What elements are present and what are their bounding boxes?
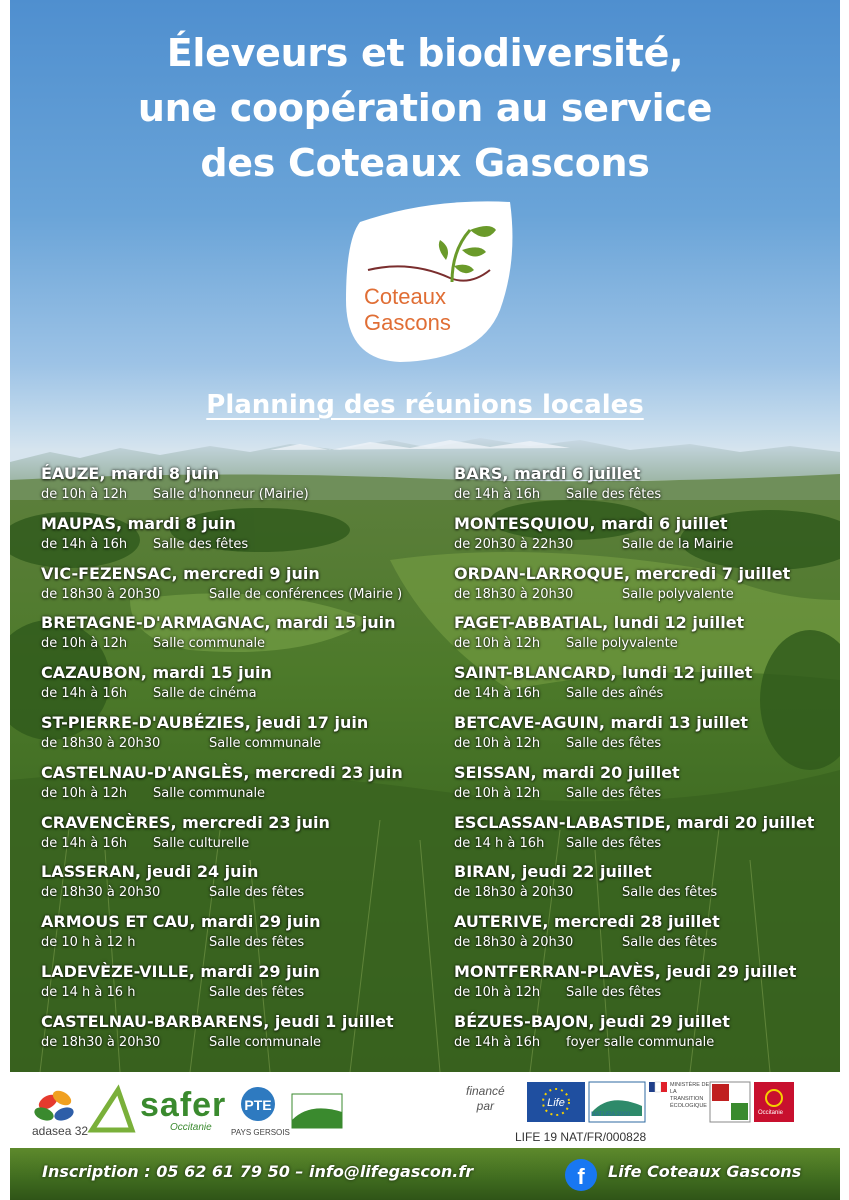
contact-bar: [10, 1148, 840, 1200]
planning-subtitle: Planning des réunions locales: [206, 390, 644, 420]
event-time: de 14h à 16h: [41, 835, 128, 851]
event-time: de 20h30 à 22h30: [454, 536, 574, 552]
event-place-date: FAGET-ABBATIAL, lundi 12 juillet: [454, 613, 745, 633]
ministere-logo: [649, 1082, 667, 1092]
event-details: [454, 1034, 840, 1054]
event-details: [454, 934, 840, 954]
event-time: de 18h30 à 20h30: [454, 586, 574, 602]
event-item: [41, 562, 441, 612]
event-venue: Salle des fêtes: [153, 536, 249, 552]
event-item: [454, 512, 840, 562]
event-details: [454, 586, 840, 606]
event-item: [41, 512, 441, 562]
event-place-date: CRAVENCÈRES, mercredi 23 juin: [41, 812, 330, 832]
event-time: de 18h30 à 20h30: [41, 885, 161, 901]
event-time: de 10h à 12h: [454, 984, 541, 1000]
coteaux-gascons-logo: [340, 200, 518, 365]
pays-gersois-logo: [241, 1087, 275, 1121]
safer-label: safer: [140, 1086, 227, 1124]
svg-text:PTE: PTE: [244, 1097, 272, 1113]
event-time: de 10 h à 12 h: [41, 935, 136, 951]
event-place-date: ARMOUS ET CAU, mardi 29 juin: [41, 912, 321, 932]
event-item: [41, 811, 441, 861]
event-place-date: BARS, mardi 6 juillet: [454, 464, 641, 483]
facebook-icon[interactable]: f: [565, 1159, 597, 1191]
event-venue: Salle des fêtes: [622, 935, 718, 951]
event-place-date: BRETAGNE-D'ARMAGNAC, mardi 15 juin: [41, 613, 396, 633]
event-place-date: CAZAUBON, mardi 15 juin: [41, 663, 272, 683]
event-details: [41, 586, 441, 606]
event-venue: foyer salle communale: [566, 1034, 715, 1050]
event-details: [454, 785, 840, 805]
events-left-column: [41, 462, 441, 1060]
svg-text:Life: Life: [547, 1097, 565, 1109]
event-place-date: VIC-FEZENSAC, mercredi 9 juin: [41, 563, 320, 583]
event-venue: Salle de cinéma: [153, 686, 257, 702]
event-item: [41, 860, 441, 910]
finance-line-1: financé: [466, 1084, 505, 1098]
event-place-date: ORDAN-LARROQUE, mercredi 7 juillet: [454, 563, 791, 583]
event-venue: Salle de la Mairie: [622, 536, 734, 552]
event-details: [41, 934, 441, 954]
event-venue: Salle des fêtes: [566, 984, 662, 1000]
event-venue: Salle polyvalente: [566, 636, 678, 652]
eu-life-logo: [527, 1082, 585, 1122]
event-item: [41, 910, 441, 960]
event-item: [41, 761, 441, 811]
event-item: [41, 960, 441, 1010]
event-details: [41, 984, 441, 1004]
finance-line-2: par: [476, 1099, 495, 1113]
events-right-column: [454, 462, 840, 1060]
event-item: [454, 1010, 840, 1060]
event-item: [454, 910, 840, 960]
event-place-date: CASTELNAU-BARBARENS, jeudi 1 juillet: [41, 1011, 394, 1031]
event-time: de 14h à 16h: [454, 1034, 541, 1050]
event-venue: Salle des fêtes: [566, 785, 662, 801]
event-item: [41, 462, 441, 512]
event-item: [454, 860, 840, 910]
event-item: [454, 611, 840, 661]
event-details: [41, 735, 441, 755]
event-place-date: BETCAVE-AGUIN, mardi 13 juillet: [454, 712, 749, 732]
life-project-code: LIFE 19 NAT/FR/000828: [515, 1130, 647, 1144]
event-time: de 14 h à 16 h: [41, 984, 136, 1000]
event-item: [454, 562, 840, 612]
pays-gersois-label: PAYS GERSOIS: [231, 1128, 290, 1137]
safer-region-label: Occitanie: [170, 1122, 212, 1133]
logo-text: [364, 284, 451, 336]
event-venue: Salle communale: [153, 785, 266, 801]
event-item: [41, 661, 441, 711]
event-details: [454, 835, 840, 855]
event-time: de 18h30 à 20h30: [41, 1034, 161, 1050]
poster-title: [10, 26, 840, 191]
event-details: [41, 486, 441, 506]
event-details: [454, 536, 840, 556]
event-details: [454, 884, 840, 904]
event-venue: Salle d'honneur (Mairie): [153, 487, 309, 502]
partners-strip: [0, 1072, 849, 1147]
event-details: [454, 735, 840, 755]
event-time: de 10h à 12h: [41, 487, 128, 502]
logo-leaf-shape: [340, 200, 518, 365]
poster-background: [10, 0, 840, 1072]
adasea-logo: [33, 1088, 76, 1123]
gers-logo: [710, 1082, 750, 1122]
natura-label: NATURA 2000: [591, 1112, 630, 1118]
facebook-page-link[interactable]: Life Coteaux Gascons: [608, 1162, 802, 1181]
event-time: de 10h à 12h: [454, 636, 541, 652]
event-item: [41, 711, 441, 761]
event-details: [41, 785, 441, 805]
event-place-date: CASTELNAU-D'ANGLÈS, mercredi 23 juin: [41, 762, 403, 782]
event-place-date: ESCLASSAN-LABASTIDE, mardi 20 juillet: [454, 812, 815, 832]
finance-label: [466, 1084, 505, 1114]
event-place-date: MONTESQUIOU, mardi 6 juillet: [454, 513, 728, 533]
event-venue: Salle communale: [209, 735, 322, 751]
event-time: de 10h à 12h: [41, 785, 128, 801]
occitanie-logo: [754, 1082, 794, 1122]
event-details: [454, 685, 840, 705]
event-time: de 10h à 12h: [454, 735, 541, 751]
event-place-date: BIRAN, jeudi 22 juillet: [454, 862, 652, 882]
event-place-date: MAUPAS, mardi 8 juin: [41, 513, 236, 533]
event-item: [454, 960, 840, 1010]
ministere-label: MINISTÈRE DE LA TRANSITION ÉCOLOGIQUE: [670, 1082, 710, 1109]
event-venue: Salle des fêtes: [566, 735, 662, 751]
title-line-2: une coopération au service: [137, 86, 713, 130]
event-item: [41, 1010, 441, 1060]
event-place-date: LASSERAN, jeudi 24 juin: [41, 862, 259, 882]
event-venue: Salle des fêtes: [566, 835, 662, 851]
event-place-date: ÉAUZE, mardi 8 juin: [41, 464, 220, 483]
title-line-3: des Coteaux Gascons: [200, 141, 650, 185]
event-venue: Salle des fêtes: [209, 984, 305, 1000]
event-time: de 18h30 à 20h30: [454, 935, 574, 951]
event-item: [454, 711, 840, 761]
event-place-date: LADEVÈZE-VILLE, mardi 29 juin: [41, 961, 320, 981]
event-time: de 14h à 16h: [41, 686, 128, 702]
safer-logo: [92, 1090, 132, 1130]
event-venue: Salle des fêtes: [209, 885, 305, 901]
event-item: [454, 462, 840, 512]
event-item: [454, 811, 840, 861]
event-time: de 10h à 12h: [454, 785, 541, 801]
adasea-label: adasea 32: [32, 1124, 89, 1138]
event-venue: Salle communale: [209, 1034, 322, 1050]
event-venue: Salle culturelle: [153, 835, 250, 851]
event-time: de 18h30 à 20h30: [454, 885, 574, 901]
partner-logos: [0, 1072, 849, 1147]
logo-line-1: Coteaux: [364, 284, 446, 309]
event-details: [41, 835, 441, 855]
event-place-date: MONTFERRAN-PLAVÈS, jeudi 29 juillet: [454, 961, 797, 981]
event-time: de 14h à 16h: [41, 536, 128, 552]
event-time: de 14 h à 16h: [454, 835, 545, 851]
occitanie-label: Occitanie: [758, 1110, 784, 1116]
event-details: [41, 536, 441, 556]
event-time: de 18h30 à 20h30: [41, 735, 161, 751]
event-details: [454, 486, 840, 506]
event-place-date: AUTERIVE, mercredi 28 juillet: [454, 912, 720, 932]
event-details: [41, 685, 441, 705]
event-item: [454, 661, 840, 711]
event-venue: Salle des fêtes: [209, 935, 305, 951]
event-venue: Salle des fêtes: [622, 885, 718, 901]
event-details: [454, 984, 840, 1004]
event-details: [41, 884, 441, 904]
event-place-date: BÉZUES-BAJON, jeudi 29 juillet: [454, 1011, 730, 1031]
event-venue: Salle communale: [153, 636, 266, 652]
event-venue: Salle des fêtes: [566, 487, 662, 502]
event-place-date: SEISSAN, mardi 20 juillet: [454, 762, 680, 782]
event-details: [454, 635, 840, 655]
event-venue: Salle de conférences (Mairie ): [209, 586, 403, 602]
event-time: de 18h30 à 20h30: [41, 586, 161, 602]
event-place-date: ST-PIERRE-D'AUBÉZIES, jeudi 17 juin: [41, 712, 369, 732]
title-line-1: Éleveurs et biodiversité,: [166, 31, 684, 75]
logo-line-2: Gascons: [364, 310, 451, 335]
inscription-contact[interactable]: Inscription : 05 62 61 79 50 – info@lifegascon.fr: [42, 1162, 474, 1181]
event-time: de 14h à 16h: [454, 487, 541, 502]
event-item: [454, 761, 840, 811]
event-details: [41, 1034, 441, 1054]
cen-logo: [292, 1094, 342, 1128]
event-venue: Salle polyvalente: [622, 586, 734, 602]
event-time: de 10h à 12h: [41, 636, 128, 652]
event-item: [41, 611, 441, 661]
event-venue: Salle des aînés: [566, 686, 664, 702]
event-details: [41, 635, 441, 655]
event-time: de 14h à 16h: [454, 686, 541, 702]
event-place-date: SAINT-BLANCARD, lundi 12 juillet: [454, 663, 753, 683]
